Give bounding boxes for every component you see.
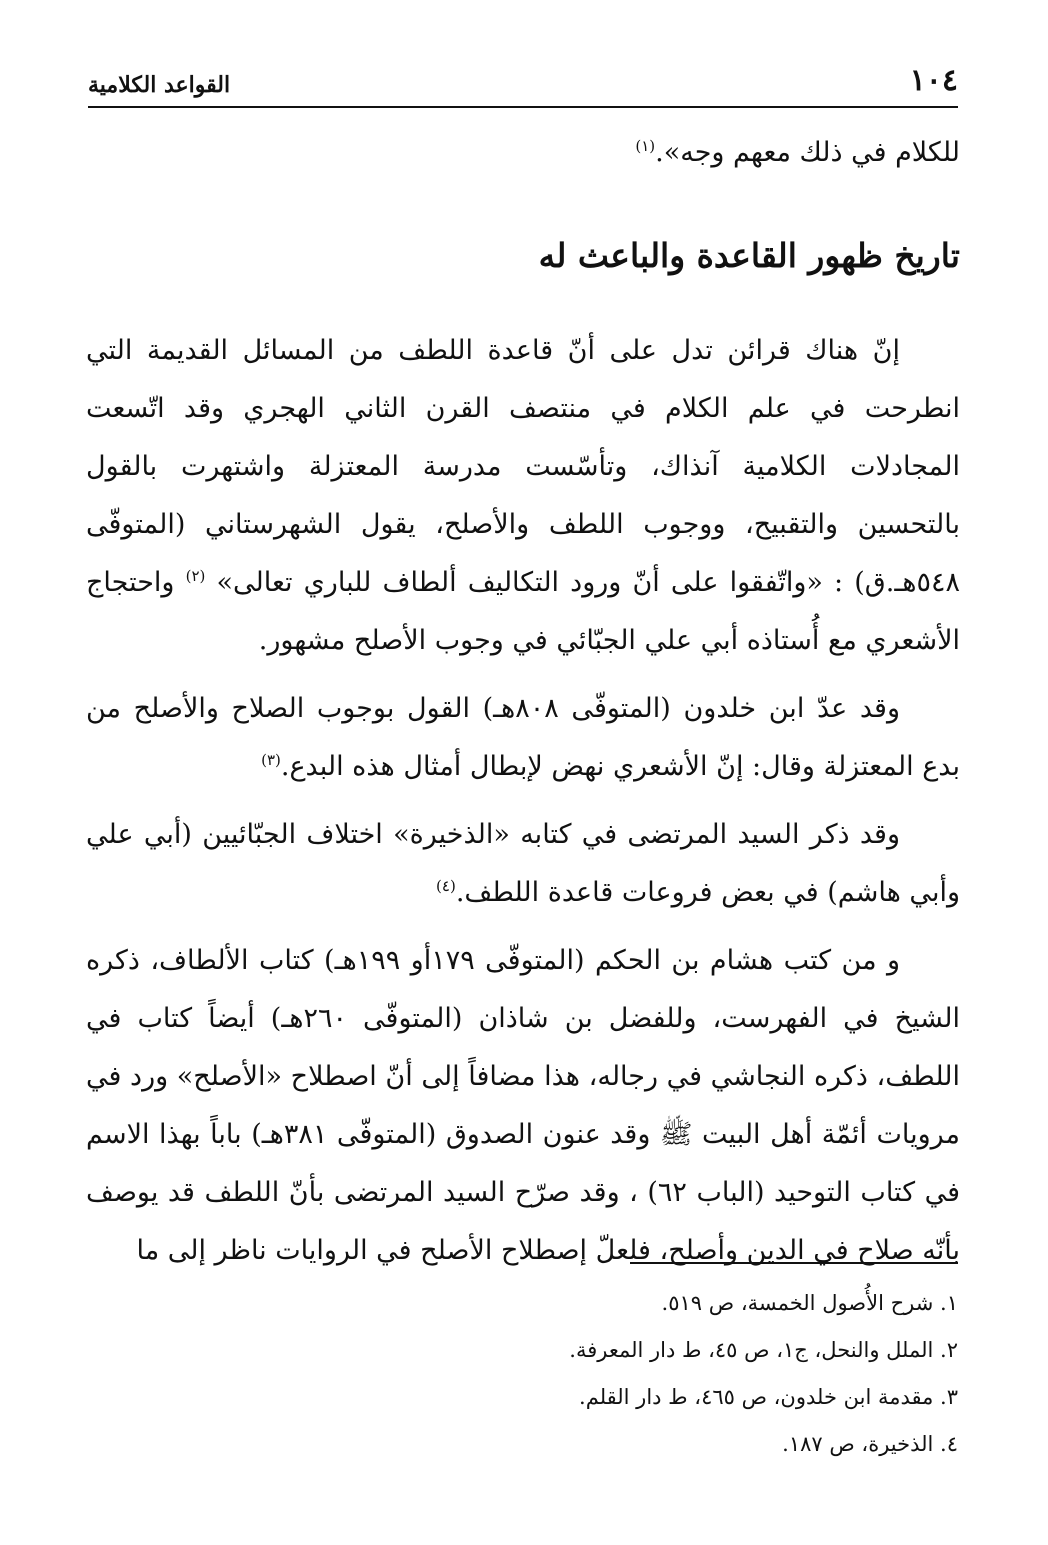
paragraph-1: [86, 322, 960, 670]
footnote-1: ١. شرح الأُصول الخمسة، ص ٥١٩.: [661, 1291, 958, 1315]
body-text: [86, 124, 960, 1280]
footnote-4: ٤. الذخيرة، ص ١٨٧.: [782, 1432, 958, 1456]
header-rule: [88, 106, 958, 108]
page-header: [88, 58, 958, 98]
paragraph-1-tail: واحتجاج الأشعري مع أُستاذه أبي علي الجبّائي في وجوب الأصلح مشهور.: [86, 567, 960, 656]
footnote-rule: [630, 1262, 958, 1264]
section-heading: تاريخ ظهور القاعدة والباعث له: [538, 236, 960, 275]
footnote-ref-2: (٢): [185, 567, 206, 585]
running-title: القواعد الكلامية: [88, 72, 231, 98]
footnote-ref-1: (١): [635, 137, 656, 155]
paragraph-2-text: وقد عدّ ابن خلدون (المتوفّى ٨٠٨هـ) القول بوجوب الصلاح والأصلح من بدع المعتزلة وقال: إنّ الأشعري نهض لإبطال أمثال هذه البدع.: [86, 693, 960, 782]
footnote-ref-4: (٤): [436, 877, 456, 895]
opening-line-text: للكلام في ذلك معهم وجه».: [655, 137, 960, 168]
paragraph-3: [86, 806, 960, 922]
paragraph-1-text: إنّ هناك قرائن تدل على أنّ قاعدة اللطف من المسائل القديمة التي انطرحت في علم الكلام في منتصف القرن الثاني الهجري وقد اتّسعت المجادلات الكلامية آنذاك، وتأسّست مدرسة المعتزلة واشتهرت بالقول بالتحسين والتقبيح، ووجوب اللطف والأصلح، يقول الشهرستاني (المتوفّى ٥٤٨هـ.ق) : «واتّفقوا على أنّ ورود التكاليف ألطاف للباري تعالى»: [86, 335, 961, 598]
footnote-ref-3: (٣): [261, 751, 281, 769]
opening-line: [86, 124, 960, 182]
paragraph-4: و من كتب هشام بن الحكم (المتوفّى ١٧٩أو ١٩٩هـ) كتاب الألطاف، ذكره الشيخ في الفهرست، وللفضل بن شاذان (المتوفّى ٢٦٠هـ) أيضاً كتاب في اللطف، ذكره النجاشي في رجاله، هذا مضافاً إلى أنّ اصطلاح «الأصلح» ورد في مرويات أئمّة أهل البيت ﷺ وقد عنون الصدوق (المتوفّى ٣٨١هـ) باباً بهذا الاسم في كتاب التوحيد (الباب ٦٢) ، وقد صرّح السيد المرتضى بأنّ اللطف قد يوصف بأنّه صلاح في الدين وأصلح، فلعلّ إصطلاح الأصلح في الروايات ناظر إلى ما: [86, 945, 960, 1266]
footnote-3: ٣. مقدمة ابن خلدون، ص ٤٦٥، ط دار القلم.: [579, 1385, 958, 1409]
footnote-2: ٢. الملل والنحل، ج١، ص ٤٥، ط دار المعرفة.: [569, 1338, 958, 1362]
paragraph-3-text: وقد ذكر السيد المرتضى في كتابه «الذخيرة» اختلاف الجبّائيين (أبي علي وأبي هاشم) في بعض فروعات قاعدة اللطف.: [86, 819, 960, 908]
paragraph-2: [86, 680, 960, 796]
footnotes: [88, 1280, 958, 1468]
page-number: ١٠٤: [909, 63, 958, 98]
